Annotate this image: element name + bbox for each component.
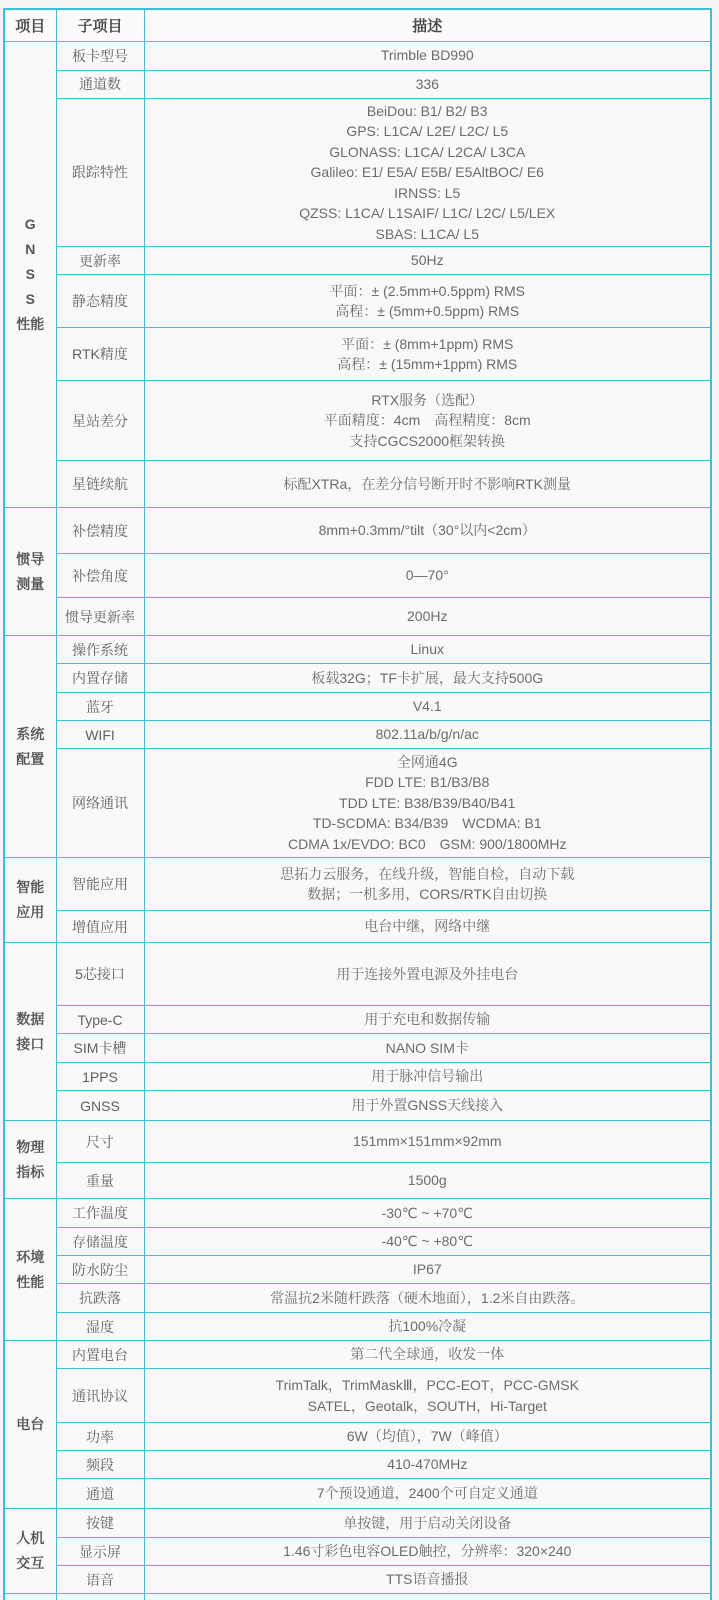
spec-desc-line: 思拓力云服务，在线升级，智能自检，自动下载 [280, 865, 575, 882]
spec-subitem: 补偿角度 [56, 554, 144, 598]
table-row [4, 1451, 711, 1479]
spec-desc-line: 6W（均值），7W（峰值） [346, 1428, 508, 1445]
spec-subitem: GNSS [56, 1091, 144, 1121]
spec-desc [144, 508, 711, 554]
section-label-line: S [25, 265, 35, 282]
spec-desc-line: 200Hz [407, 608, 448, 625]
spec-subitem: 星站差分 [56, 381, 144, 461]
spec-subitem: 语音 [56, 1566, 144, 1594]
table-row [4, 1284, 711, 1313]
spec-desc-line: 用于连接外置电源及外挂电台 [336, 965, 519, 982]
table-row [4, 1256, 711, 1284]
spec-subitem: 1PPS [56, 1063, 144, 1091]
spec-desc-line: Galileo: E1/ E5A/ E5B/ E5AltBOC/ E6 [310, 164, 544, 180]
spec-subitem: 补偿精度 [56, 508, 144, 554]
header-desc: 描述 [144, 9, 711, 41]
table-row [4, 1313, 711, 1341]
table-row [4, 1006, 711, 1034]
section-label [4, 1121, 56, 1199]
spec-subitem: 蓝牙 [56, 693, 144, 721]
table-row [4, 1228, 711, 1256]
spec-subitem: RTK精度 [56, 328, 144, 381]
spec-desc-line: TTS语音播报 [386, 1571, 469, 1588]
spec-desc-line: CDMA 1x/EVDO: BC0 GSM: 900/1800MHz [287, 835, 567, 852]
spec-desc [144, 1163, 711, 1199]
spec-subitem: WIFI [56, 721, 144, 749]
spec-desc-line: 7个预设通道，2400个可自定义通道 [316, 1485, 538, 1502]
table-row [4, 41, 711, 70]
spec-subitem: 按键 [56, 1509, 144, 1538]
spec-desc-line: SATEL，Geotalk，SOUTH，Hi-Target [307, 1397, 547, 1414]
table-row [4, 247, 711, 275]
spec-desc-line: 8mm+0.3mm/°tilt（30°以内<2cm） [318, 522, 536, 539]
table-row [4, 1034, 711, 1063]
table-row [4, 1566, 711, 1594]
spec-desc-line: V4.1 [412, 698, 442, 715]
spec-desc [144, 598, 711, 636]
spec-subitem: 静态精度 [56, 275, 144, 328]
spec-subitem: 内置存储 [56, 664, 144, 693]
section-label-line: 系统 [16, 725, 45, 742]
spec-desc [144, 461, 711, 508]
spec-desc [144, 328, 711, 381]
table-row [4, 1121, 711, 1163]
spec-desc-line: 高程：± (15mm+1ppm) RMS [337, 356, 518, 372]
table-row [4, 911, 711, 943]
spec-desc-line: 平面精度：4cm 高程精度：8cm [323, 412, 531, 429]
table-row [4, 461, 711, 508]
spec-desc [144, 693, 711, 721]
table-row [4, 554, 711, 598]
table-row [4, 1423, 711, 1451]
spec-subitem: 跟踪特性 [56, 98, 144, 247]
table-row [4, 70, 711, 98]
spec-desc [144, 721, 711, 749]
spec-desc [144, 1538, 711, 1566]
spec-subitem: 操作系统 [56, 636, 144, 664]
spec-desc-line: 平面：± (2.5mm+0.5ppm) RMS [329, 282, 526, 299]
section-label-line: G [24, 215, 36, 232]
spec-desc [144, 1199, 711, 1228]
spec-desc-line: Trimble BD990 [380, 47, 474, 64]
section-label-line: 应用 [16, 904, 45, 920]
section-label [4, 508, 56, 636]
empty-cell [4, 1594, 56, 1600]
spec-subitem: 显示屏 [56, 1538, 144, 1566]
table-row [4, 328, 711, 381]
spec-subitem: 增值应用 [56, 911, 144, 943]
spec-desc-line: TrimTalk，TrimMaskⅢ，PCC-EOT，PCC-GMSK [275, 1377, 579, 1393]
spec-desc [144, 1284, 711, 1313]
spec-desc-line: IP67 [412, 1261, 442, 1278]
spec-table [3, 8, 712, 1600]
spec-desc-line: 用于外置GNSS天线接入 [351, 1097, 504, 1114]
spec-desc-line: Linux [410, 641, 444, 658]
section-label-line: 指标 [16, 1163, 45, 1180]
spec-desc [144, 98, 711, 247]
table-row [4, 381, 711, 461]
section-label [4, 943, 56, 1121]
section-label-line: S [25, 290, 35, 307]
table-row [4, 508, 711, 554]
section-label [4, 1509, 56, 1594]
table-row [4, 1091, 711, 1121]
spec-subitem: 湿度 [56, 1313, 144, 1341]
section-label-line: 环境 [16, 1248, 45, 1265]
table-row [4, 275, 711, 328]
spec-subitem: 抗跌落 [56, 1284, 144, 1313]
table-row [4, 1538, 711, 1566]
table-row [4, 636, 711, 664]
spec-desc [144, 1566, 711, 1594]
spec-desc-line: 单按键，用于启动关闭设备 [343, 1514, 512, 1531]
spec-desc-line: GPS: L1CA/ L2E/ L2C/ L5 [346, 123, 509, 139]
spec-desc [144, 275, 711, 328]
spec-desc-line: 410-470MHz [387, 1456, 468, 1473]
spec-desc-line: 全网通4G [396, 753, 458, 770]
table-row [4, 1199, 711, 1228]
section-label [4, 858, 56, 943]
spec-subitem: 工作温度 [56, 1199, 144, 1228]
section-label-line: 接口 [16, 1035, 45, 1052]
spec-desc-line: 标配XTRa，在差分信号断开时不影响RTK测量 [283, 475, 572, 492]
table-row [4, 1369, 711, 1423]
empty-cell [56, 1594, 144, 1600]
table-row [4, 693, 711, 721]
table-row [4, 1163, 711, 1199]
spec-desc [144, 1313, 711, 1341]
spec-desc-line: 0—70° [405, 567, 449, 584]
spec-subitem: 网络通讯 [56, 749, 144, 858]
spec-subitem: 尺寸 [56, 1121, 144, 1163]
table-row [4, 943, 711, 1006]
spec-desc [144, 70, 711, 98]
section-label-line: 性能 [16, 1273, 45, 1290]
section-label-line: 性能 [16, 315, 45, 332]
spec-desc-line: 1500g [407, 1172, 447, 1189]
spec-desc-line: 50Hz [410, 252, 444, 269]
spec-desc-line: 支持CGCS2000框架转换 [349, 432, 506, 449]
table-row [4, 1479, 711, 1509]
spec-desc [144, 1509, 711, 1538]
spec-desc [144, 554, 711, 598]
spec-desc [144, 1479, 711, 1509]
section-label [4, 1341, 56, 1509]
spec-desc-line: 用于脉冲信号输出 [371, 1068, 484, 1085]
table-row [4, 98, 711, 247]
spec-subitem: 星链续航 [56, 461, 144, 508]
spec-desc-line: 1.46寸彩色电容OLED触控，分辨率：320×240 [283, 1543, 572, 1560]
spec-desc [144, 911, 711, 943]
spec-desc-line: 802.11a/b/g/n/ac [375, 726, 479, 743]
spec-desc [144, 1121, 711, 1163]
spec-desc-line: NANO SIM卡 [385, 1039, 469, 1056]
spec-desc-line: QZSS: L1CA/ L1SAIF/ L1C/ L2C/ L5/LEX [299, 205, 556, 221]
spec-subitem: 通道 [56, 1479, 144, 1509]
table-row [4, 1509, 711, 1538]
spec-desc [144, 1341, 711, 1369]
header-row [4, 9, 711, 41]
spec-desc [144, 1063, 711, 1091]
section-label [4, 41, 56, 508]
section-label-line: 数据 [16, 1010, 45, 1027]
spec-desc [144, 1451, 711, 1479]
spec-desc-line: GLONASS: L1CA/ L2CA/ L3CA [329, 143, 526, 160]
spec-desc-line: 抗100%冷凝 [388, 1318, 467, 1335]
spec-desc-line: TD-SCDMA: B34/B39 WCDMA: B1 [312, 815, 542, 832]
table-row [4, 1063, 711, 1091]
spec-subitem: SIM卡槽 [56, 1034, 144, 1063]
spec-subitem: 智能应用 [56, 858, 144, 911]
empty-cell [144, 1594, 711, 1600]
spec-subitem: 防水防尘 [56, 1256, 144, 1284]
spec-desc [144, 943, 711, 1006]
header-subitem: 子项目 [56, 9, 144, 41]
section-label [4, 636, 56, 858]
spec-desc-line: -30℃ ~ +70℃ [381, 1204, 473, 1221]
table-row [4, 664, 711, 693]
spec-desc-line: SBAS: L1CA/ L5 [375, 225, 479, 242]
spec-subitem: 频段 [56, 1451, 144, 1479]
spec-desc [144, 1228, 711, 1256]
table-row [4, 721, 711, 749]
spec-subitem: 通道数 [56, 70, 144, 98]
spec-desc [144, 1091, 711, 1121]
spec-desc-line: -40℃ ~ +80℃ [381, 1233, 473, 1250]
table-row [4, 1341, 711, 1369]
section-label-line: 物理 [16, 1138, 45, 1155]
spec-desc [144, 664, 711, 693]
spec-desc [144, 41, 711, 70]
spec-desc-line: TDD LTE: B38/B39/B40/B41 [339, 794, 516, 811]
spec-subitem: 更新率 [56, 247, 144, 275]
spec-desc-line: 第二代全球通，收发一体 [350, 1346, 505, 1363]
spec-subitem: 惯导更新率 [56, 598, 144, 636]
spec-desc [144, 1423, 711, 1451]
spec-desc-line: IRNSS: L5 [394, 184, 461, 201]
spec-desc-line: 高程：± (5mm+0.5ppm) RMS [335, 303, 520, 319]
spec-desc [144, 1256, 711, 1284]
spec-desc [144, 381, 711, 461]
section-label-line: 测量 [16, 575, 45, 592]
spec-desc [144, 858, 711, 911]
spec-desc-line: 电台中继，网络中继 [364, 918, 491, 935]
spec-subitem: 功率 [56, 1423, 144, 1451]
spec-subitem: 板卡型号 [56, 41, 144, 70]
spec-desc-line: 151mm×151mm×92mm [352, 1133, 502, 1150]
spec-desc-line: 数据；一机多用，CORS/RTK自由切换 [307, 886, 548, 902]
header-item: 项目 [4, 9, 56, 41]
table-row [4, 858, 711, 911]
table-row [4, 598, 711, 636]
spec-subitem: 通讯协议 [56, 1369, 144, 1423]
section-label-line: 电台 [16, 1416, 45, 1432]
spec-desc [144, 749, 711, 858]
spec-desc [144, 1006, 711, 1034]
section-label-line: 人机 [16, 1530, 45, 1546]
section-label-line: 惯导 [16, 550, 45, 567]
section-label-line: 交互 [16, 1555, 45, 1571]
section-label-line: 配置 [16, 750, 45, 767]
spec-subitem: 重量 [56, 1163, 144, 1199]
spec-desc [144, 247, 711, 275]
spec-desc [144, 1034, 711, 1063]
spec-desc-line: 板载32G；TF卡扩展，最大支持500G [311, 669, 544, 686]
spec-desc [144, 636, 711, 664]
table-row-cutoff [4, 1594, 711, 1600]
spec-subitem: 5芯接口 [56, 943, 144, 1006]
spec-subitem: Type-C [56, 1006, 144, 1034]
spec-desc-line: 用于充电和数据传输 [364, 1011, 491, 1028]
section-label-line: 智能 [16, 879, 45, 895]
section-label [4, 1199, 56, 1341]
spec-subitem: 存储温度 [56, 1228, 144, 1256]
spec-desc-line: 常温抗2米随杆跌落（硬木地面），1.2米自由跌落。 [270, 1289, 585, 1306]
spec-desc-line: 平面：± (8mm+1ppm) RMS [341, 335, 514, 352]
table-row [4, 749, 711, 858]
spec-desc-line: 336 [415, 75, 439, 92]
spec-desc-line: BeiDou: B1/ B2/ B3 [366, 102, 488, 119]
spec-subitem: 内置电台 [56, 1341, 144, 1369]
spec-desc [144, 1369, 711, 1423]
section-label-line: N [25, 240, 36, 257]
spec-desc-line: FDD LTE: B1/B3/B8 [365, 774, 490, 791]
spec-desc-line: RTX服务（选配） [371, 391, 484, 408]
